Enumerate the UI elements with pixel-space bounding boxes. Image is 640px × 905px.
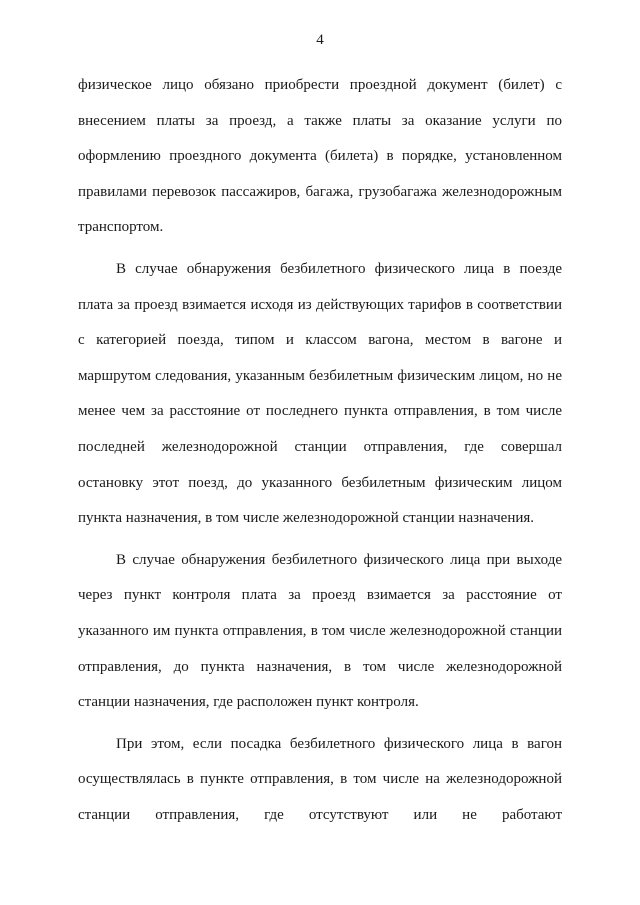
document-body <box>78 68 562 833</box>
paragraph-continuation <box>78 68 562 246</box>
text-line: осуществлялась в пункте отправления, в том числе на железнодорожной <box>78 771 562 788</box>
text-line: менее чем за расстояние от последнего пункта отправления, в том числе <box>78 403 562 420</box>
text-line: остановку этот поезд, до указанного безбилетным физическим лицом <box>78 474 562 491</box>
text-line: В случае обнаружения безбилетного физического лица в поезде <box>116 260 562 277</box>
text-line: оформлению проездного документа (билета) в порядке, установленном <box>78 148 562 165</box>
text-line: последней железнодорожной станции отправления, где совершал <box>78 438 562 455</box>
text-line: В случае обнаружения безбилетного физического лица при выходе <box>116 551 562 568</box>
text-line: маршрутом следования, указанным безбилетным физическим лицом, но не <box>78 367 562 384</box>
text-line: станции отправления, где отсутствуют или не работают <box>78 806 562 823</box>
text-line: через пункт контроля плата за проезд взимается за расстояние от <box>78 587 562 604</box>
text-line: транспортом. <box>78 219 164 236</box>
text-line: отправления, до пункта назначения, в том числе железнодорожной <box>78 658 562 675</box>
text-line: пункта назначения, в том числе железнодорожной станции назначения. <box>78 510 535 527</box>
paragraph-boarding <box>78 727 562 834</box>
text-line: физическое лицо обязано приобрести проездной документ (билет) с <box>78 77 562 93</box>
text-line: указанного им пункта отправления, в том числе железнодорожной станции <box>78 622 562 639</box>
text-line: станции назначения, где расположен пункт контроля. <box>78 694 419 711</box>
paragraph-control-point <box>78 543 562 721</box>
page-number: 4 <box>316 32 324 48</box>
paragraph-train-fare <box>78 252 562 537</box>
text-line: внесением платы за проезд, а также платы за оказание услуги по <box>78 112 562 129</box>
text-line: плата за проезд взимается исходя из действующих тарифов в соответствии <box>78 296 562 313</box>
text-line: При этом, если посадка безбилетного физического лица в вагон <box>116 735 562 752</box>
text-line: правилами перевозок пассажиров, багажа, грузобагажа железнодорожным <box>78 183 562 200</box>
text-line: с категорией поезда, типом и классом вагона, местом в вагоне и <box>78 332 562 349</box>
